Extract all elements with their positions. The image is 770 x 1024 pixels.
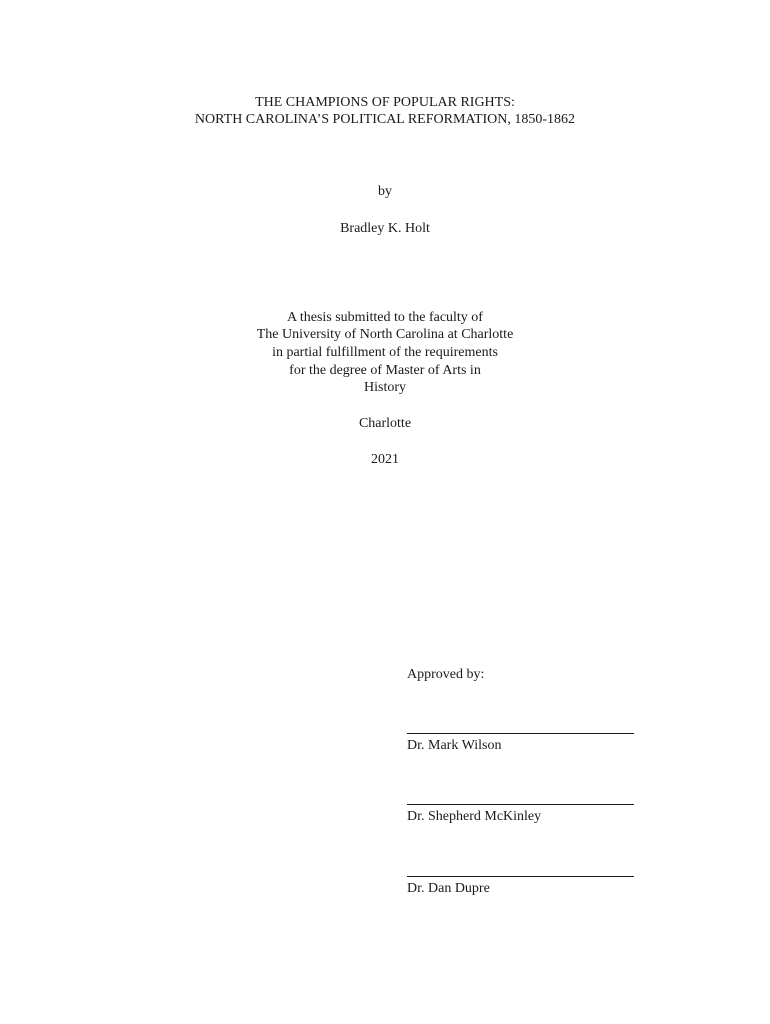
author-name: Bradley K. Holt <box>340 221 430 236</box>
submission-line-5: History <box>364 380 406 395</box>
signatory-name-1: Dr. Mark Wilson <box>407 738 502 753</box>
signature-line-3 <box>407 876 634 877</box>
submission-line-3: in partial fulfillment of the requirements <box>272 345 498 360</box>
place-label: Charlotte <box>358 416 412 431</box>
signatory-name-2: Dr. Shepherd McKinley <box>407 809 542 824</box>
year-label: 2021 <box>371 452 399 467</box>
thesis-title-line-1: THE CHAMPIONS OF POPULAR RIGHTS: <box>255 95 515 110</box>
by-label: by <box>378 184 392 199</box>
thesis-title-line-2: NORTH CAROLINA’S POLITICAL REFORMATION, 1850-1862 <box>194 112 576 127</box>
submission-line-2: The University of North Carolina at Charlotte <box>256 327 514 342</box>
signature-line-1 <box>407 733 634 734</box>
submission-line-4: for the degree of Master of Arts in <box>289 363 481 378</box>
signature-line-2 <box>407 804 634 805</box>
approved-by-label: Approved by: <box>407 667 485 682</box>
signatory-name-3: Dr. Dan Dupre <box>407 881 490 896</box>
submission-line-1: A thesis submitted to the faculty of <box>287 310 483 325</box>
